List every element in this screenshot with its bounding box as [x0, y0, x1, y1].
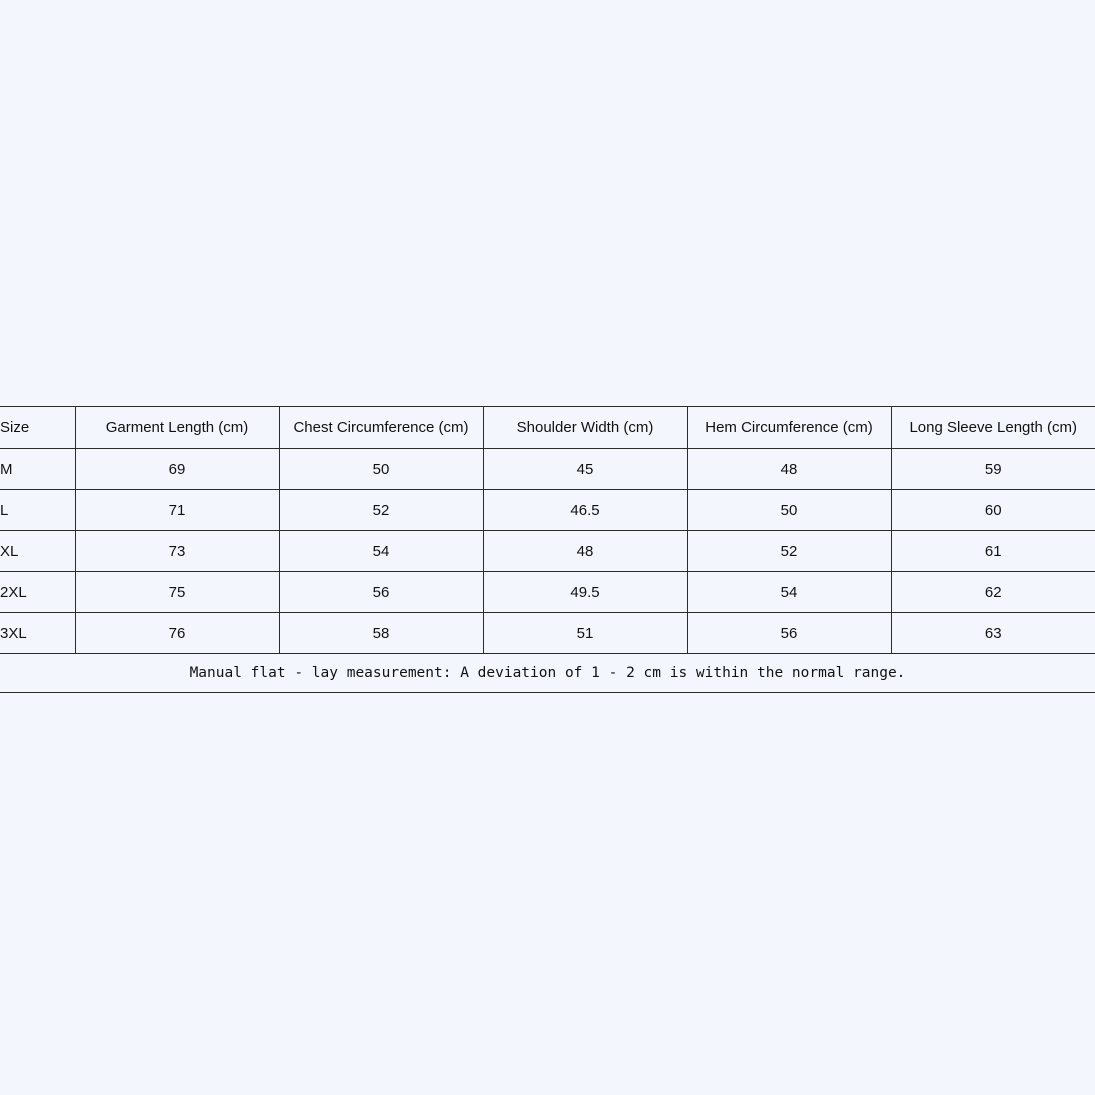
- cell-hem-circumference: 56: [687, 613, 891, 654]
- cell-hem-circumference: 54: [687, 572, 891, 613]
- cell-garment-length: 69: [75, 449, 279, 490]
- cell-chest-circumference: 52: [279, 490, 483, 531]
- cell-size: 3XL: [0, 613, 75, 654]
- cell-long-sleeve-length: 59: [891, 449, 1095, 490]
- cell-shoulder-width: 51: [483, 613, 687, 654]
- size-chart-container: [0, 406, 1095, 693]
- cell-garment-length: 73: [75, 531, 279, 572]
- column-header-hem-circumference: Hem Circumference (cm): [687, 407, 891, 449]
- cell-hem-circumference: 50: [687, 490, 891, 531]
- measurement-note-row: [0, 654, 1095, 693]
- cell-hem-circumference: 52: [687, 531, 891, 572]
- cell-size: M: [0, 449, 75, 490]
- cell-garment-length: 76: [75, 613, 279, 654]
- cell-long-sleeve-length: 62: [891, 572, 1095, 613]
- table-row: [0, 531, 1095, 572]
- cell-shoulder-width: 48: [483, 531, 687, 572]
- table-row: [0, 613, 1095, 654]
- cell-garment-length: 71: [75, 490, 279, 531]
- measurement-note: Manual flat - lay measurement: A deviation of 1 - 2 cm is within the normal range.: [0, 654, 1095, 693]
- cell-size: 2XL: [0, 572, 75, 613]
- cell-hem-circumference: 48: [687, 449, 891, 490]
- cell-garment-length: 75: [75, 572, 279, 613]
- cell-chest-circumference: 58: [279, 613, 483, 654]
- cell-shoulder-width: 45: [483, 449, 687, 490]
- cell-shoulder-width: 46.5: [483, 490, 687, 531]
- table-header-row: [0, 407, 1095, 449]
- table-row: [0, 490, 1095, 531]
- cell-chest-circumference: 50: [279, 449, 483, 490]
- cell-long-sleeve-length: 61: [891, 531, 1095, 572]
- column-header-size: Size: [0, 407, 75, 449]
- table-row: [0, 572, 1095, 613]
- table-row: [0, 449, 1095, 490]
- cell-long-sleeve-length: 60: [891, 490, 1095, 531]
- cell-chest-circumference: 56: [279, 572, 483, 613]
- cell-size: L: [0, 490, 75, 531]
- column-header-long-sleeve-length: Long Sleeve Length (cm): [891, 407, 1095, 449]
- cell-size: XL: [0, 531, 75, 572]
- column-header-chest-circumference: Chest Circumference (cm): [279, 407, 483, 449]
- column-header-garment-length: Garment Length (cm): [75, 407, 279, 449]
- size-chart-table: [0, 406, 1095, 693]
- cell-shoulder-width: 49.5: [483, 572, 687, 613]
- cell-long-sleeve-length: 63: [891, 613, 1095, 654]
- column-header-shoulder-width: Shoulder Width (cm): [483, 407, 687, 449]
- cell-chest-circumference: 54: [279, 531, 483, 572]
